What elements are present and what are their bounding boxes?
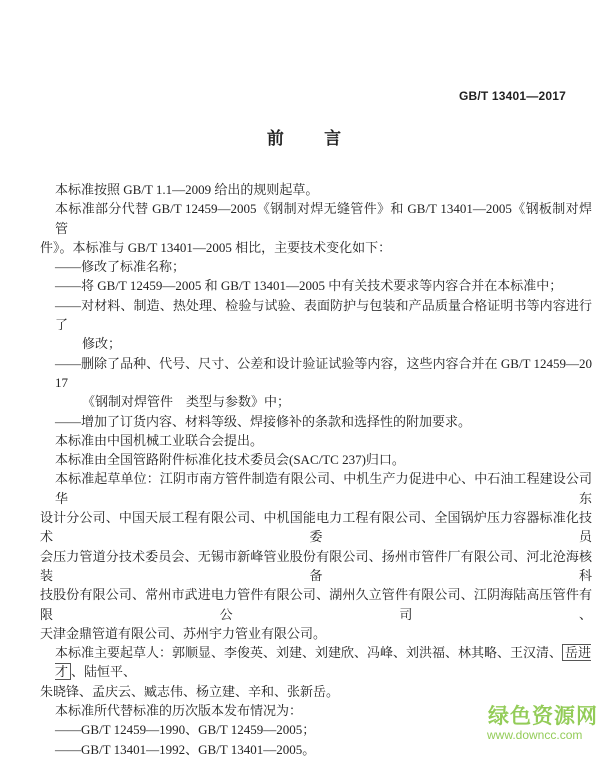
text-line: ——修改了标准名称； — [55, 259, 186, 275]
history-item: ——GB/T 13401—1992、GB/T 13401—2005。 — [55, 741, 316, 757]
text-line: ——对材料、制造、热处理、检验与试验、表面防护与包装和产品质量合格证明书等内容进行了 — [55, 297, 592, 333]
history-intro: 本标准所代替标准的历次版本发布情况为： — [55, 703, 303, 719]
text-line: 本标准起草单位：江阴市南方管件制造有限公司、中机生产力促进中心、中石油工程建设公司华东 — [55, 471, 592, 506]
text-line: 《钢制对焊管件 类型与参数》中； — [82, 394, 291, 410]
document-body — [40, 180, 592, 759]
text-line: 本标准部分代替 GB/T 12459—2005《钢制对焊无缝管件》和 GB/T 13401—2005《钢板制对焊管 — [55, 201, 592, 236]
text-line: ——将 GB/T 12459—2005 和 GB/T 13401—2005 中有关技术要求等内容合并在本标准中； — [55, 278, 563, 294]
drafters-continued: 朱晓锋、孟庆云、臧志伟、杨立建、辛和、张新岳。 — [40, 683, 340, 699]
text-line: ——增加了订货内容、材料等级、焊接修补的条款和选择性的附加要求。 — [55, 413, 472, 429]
standard-code-header: GB/T 13401—2017 — [458, 89, 566, 103]
text-line: 天津金鼎管道有限公司、苏州宇力管业有限公司。 — [40, 625, 327, 641]
text-line: 本标准按照 GB/T 1.1—2009 给出的规则起草。 — [55, 182, 319, 197]
text-line: 设计分公司、中国天辰工程有限公司、中机国能电力工程有限公司、全国锅炉压力容器标准化技术委员 — [40, 510, 592, 545]
drafters-line — [40, 643, 592, 682]
text-line: ——删除了品种、代号、尺寸、公差和设计验证试验等内容，这些内容合并在 GB/T 12459—2017 — [55, 355, 592, 390]
history-item: ——GB/T 12459—1990、GB/T 12459—2005； — [55, 722, 316, 738]
watermark-url: www.downcc.com — [487, 728, 583, 742]
drafters-text: 本标准主要起草人：郭顺显、李俊英、刘建、刘建欣、冯峰、刘洪福、林其略、王汉清、 — [55, 645, 563, 661]
page-title: 前 言 — [266, 129, 360, 148]
text-line: 会压力管道分技术委员会、无锡市新峰管业股份有限公司、扬州市管件厂有限公司、河北沧海核装备科 — [40, 548, 592, 583]
foreword-lines — [40, 180, 592, 643]
text-line: 修改； — [82, 336, 122, 352]
drafters-text-after: 、陆恒平、 — [71, 664, 137, 680]
watermark-logo: 绿色资源网 — [488, 705, 598, 728]
boxed-name: 岳进才 — [55, 645, 592, 680]
text-line: 本标准由中国机械工业联合会提出。 — [55, 432, 264, 448]
text-line: 件》。本标准与 GB/T 13401—2005 相比，主要技术变化如下： — [40, 239, 392, 255]
text-line: 本标准由全国管路附件标准化技术委员会(SAC/TC 237)归口。 — [55, 452, 405, 468]
text-line: 技股份有限公司、常州市武进电力管件有限公司、湖州久立管件有限公司、江阴海陆高压管件有限公司、 — [40, 587, 592, 622]
